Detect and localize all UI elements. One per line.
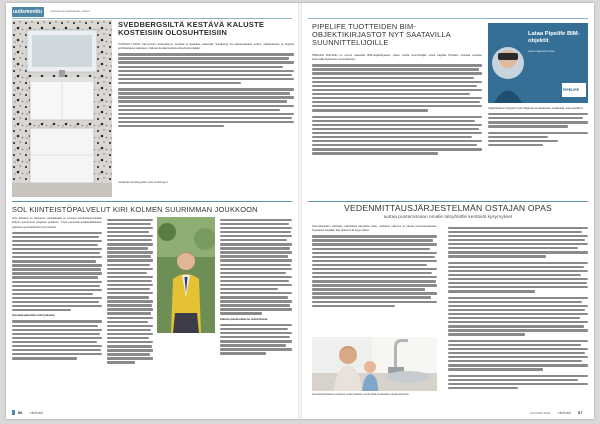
text-line [118,96,294,98]
text-line [448,286,588,288]
text-line [488,121,588,123]
magazine-spread [6,3,594,419]
mid-rule [12,201,292,202]
text-line [118,70,294,72]
text-line [220,340,292,342]
text-line [220,284,292,286]
article1-footer: Lisätietoja Svedbergsiltä: www.svedbergs.fi [118,181,168,184]
article2-title: PIPELIFE TUOTTEIDEN BIM-OBJEKTIKIRJASTOT NYT SAATAVILLA SUUNNITTELIJOILLE [312,22,451,47]
text-line [312,116,482,118]
text-line [312,268,437,270]
text-line [12,252,100,254]
text-line [12,264,102,266]
text-line [118,125,224,127]
text-line [12,353,102,355]
text-line [220,328,288,330]
text-line [220,239,287,241]
text-line [448,282,587,284]
text-line [312,301,437,303]
text-line [107,272,147,274]
article3-lead: SOL Palvelut on kasvanut voimakkaasti ja noussut kiinteistöpalvelualan kolmen suurimman yrityksen joukkoon. Yritys panostaa asiakaslähtöiseen palveluun ja henkilöstön hyvinvointiin. [12,217,102,229]
text-line [312,248,430,250]
text-line [312,296,431,298]
text-line [312,252,437,254]
text-line [107,325,153,327]
section-sublabel: ...vaihtelevat laadukkaat uutiset [48,9,90,13]
text-line [312,81,482,83]
text-line [12,232,102,234]
text-line [107,300,153,302]
text-line [312,144,477,146]
text-line [12,329,102,331]
article4-title: VEDENMITTAUSJÄRJESTELMÄN OSTAJAN OPAS [344,203,552,213]
text-line [448,301,582,303]
left-page-number: 86 [18,410,23,415]
article3-subhead1: Sonaatta palvelutie kohti palvelut [12,314,55,318]
text-line [448,305,588,307]
text-line [107,255,151,257]
text-line [220,259,292,261]
text-line [12,293,93,295]
text-line [12,285,100,287]
article3-title: SOL KIINTEISTÖPALVELUT KIRI KOLMEN SUURIMMAN JOUKKOON [12,205,258,214]
text-line [312,93,470,95]
text-line [220,247,290,249]
text-line [107,308,153,310]
text-line [312,288,425,290]
text-line [107,268,153,270]
text-line [448,368,543,370]
text-line [448,356,588,358]
text-line [488,117,583,119]
text-line [312,235,437,237]
text-line [107,361,135,363]
text-line [448,375,588,377]
text-line [107,235,153,237]
text-line [448,255,546,257]
text-line [448,270,588,272]
text-line [312,243,437,245]
text-line [220,272,286,274]
text-line [448,333,525,335]
text-line [107,280,152,282]
text-line [107,349,153,351]
text-line [118,66,283,68]
text-line [448,274,581,276]
text-line [107,337,149,339]
text-line [118,109,280,111]
text-line [220,336,290,338]
text-line [312,256,435,258]
text-line [312,276,437,278]
text-line [488,132,588,134]
text-line [220,344,286,346]
text-line [312,239,433,241]
text-line [312,284,437,286]
text-line [448,235,588,237]
text-line [220,219,292,221]
text-line [220,308,292,310]
text-line [12,260,96,262]
text-line [107,259,153,261]
section-label: uutismonttu [13,8,42,15]
article3-subhead2: Kattava palvelurakenne mahdollistaa [220,317,268,321]
text-line [312,140,482,142]
left-page [6,3,298,419]
text-line [12,349,101,351]
text-line [312,120,475,122]
text-line [448,290,535,292]
text-line [220,332,292,334]
text-line [448,297,588,299]
text-line [448,360,582,362]
text-line [12,333,100,335]
text-line [312,101,480,103]
text-line [118,82,241,84]
article3-col1 [12,217,102,407]
text-line [107,231,149,233]
text-line [12,240,102,242]
text-line [107,247,148,249]
left-footer-accent [12,410,15,415]
text-line [12,357,77,359]
text-line [312,89,482,91]
text-line [312,264,427,266]
article3-col2 [107,217,153,407]
text-line [488,140,558,142]
text-line [107,329,151,331]
text-line [118,88,294,90]
text-line [312,305,395,307]
text-line [488,113,588,115]
text-line [220,276,292,278]
text-line [12,309,71,311]
text-line [107,333,153,335]
text-line [107,296,149,298]
article1-lead: PUHTAAT LINJAT, harmoninen kokonaisuus, kestävä ja laadukas materiaali. Svedbergs tuo kalustesarjaan uuden, sileäpintaisen ja helposti puhdistettavan kalusteen. Kaluste kestää kosteita olosuhteita pitkään. [118,43,294,51]
article4-lead: Vesimittareiden valintaan vaikuttavat taloyhtiön koko, putkiston rakenne ja tulevat kunnostustarpeet. Oppaassa käydään läpi tärkeimmät kysymykset. [312,225,437,233]
text-line [448,231,582,233]
text-line [118,53,294,55]
right-issue-label: AUTUMN 2019 [530,411,551,415]
text-line [448,352,585,354]
text-line [448,329,588,331]
ad-title: Lataa Pipelife BIM-objektit [528,31,580,44]
text-line [312,132,482,134]
text-line [118,117,292,119]
text-line [220,312,262,314]
header-rule [12,18,292,19]
text-line [220,300,292,302]
text-line [488,125,568,127]
article2-body [312,54,482,196]
text-line [312,148,482,150]
article4-col2 [448,225,588,407]
text-line [220,251,292,253]
text-line [448,247,578,249]
article2-lead: PIPELIFE FINLAND on tuonut saataville BIM-objektikirjastot, joiden avulla suunnittelijat voivat käyttää Pipelifen tuotteita suoraan tietomallipohjaisessa suunnittelussa. [312,54,482,62]
text-line [107,341,153,343]
text-line [107,219,153,221]
text-line [12,236,99,238]
text-line [448,379,578,381]
text-line [312,72,482,74]
executive-portrait-photo [157,217,215,333]
text-line [12,276,98,278]
text-line [12,345,102,347]
text-line [220,296,288,298]
right-page [302,3,594,419]
text-line [448,317,580,319]
text-line [312,136,472,138]
text-line [220,292,292,294]
text-line [488,144,543,146]
text-line [220,231,291,233]
text-line [448,364,588,366]
text-line [220,304,290,306]
kitchen-faucet-photo [312,337,437,391]
article4-col1 [312,225,437,335]
text-line [118,92,290,94]
text-line [448,340,588,342]
text-line [220,268,292,270]
text-line [220,255,288,257]
pipelife-ad[interactable] [488,23,588,103]
text-line [12,301,99,303]
text-line [118,121,294,123]
text-line [220,280,289,282]
text-line [12,272,102,274]
text-line [12,320,102,322]
text-line [118,113,294,115]
text-line [12,244,98,246]
text-line [220,223,289,225]
text-line [118,61,294,63]
text-line [312,85,477,87]
text-line [107,251,153,253]
text-line [118,78,294,80]
text-line [107,243,153,245]
text-line [448,325,584,327]
article4-caption: Huoneistokohtainen laskutus vedenmittarien avulla lisää asukkaiden tasapuolisuutta. [312,393,410,396]
text-line [107,223,151,225]
left-page-label: kiinteistö [30,410,44,415]
text-line [107,321,148,323]
ad-url: www.magicad.com/en [528,49,556,53]
text-line [448,278,588,280]
text-line [118,74,292,76]
text-line [448,321,588,323]
text-line [312,109,428,111]
text-line [312,77,474,79]
text-line [312,280,436,282]
text-line [12,289,102,291]
text-line [448,243,588,245]
mid-rule [308,201,588,202]
text-line [107,227,153,229]
right-page-label: kiinteistö [558,410,572,415]
article2-right-text: Objektikirjastot löytyvät myös Magicad-sovelluksesta. Lisätietoja: www.pipelife.fi [488,107,583,110]
text-line [107,304,152,306]
text-line [107,357,153,359]
article1-body [118,43,294,175]
text-line [312,128,479,130]
text-line [220,243,292,245]
text-line [448,383,588,385]
text-line [448,251,588,253]
text-line [448,344,581,346]
text-line [448,348,588,350]
text-line [118,57,289,59]
text-line [312,64,482,66]
text-line [107,345,152,347]
text-line [220,324,292,326]
text-line [12,268,101,270]
text-line [12,297,102,299]
text-line [312,292,437,294]
text-line [448,313,588,315]
text-line [118,105,294,107]
text-line [107,239,152,241]
text-line [220,288,278,290]
text-line [107,284,153,286]
text-line [107,264,150,266]
text-line [220,235,292,237]
text-line [12,256,102,258]
pipelife-logo: PIPELIFE [563,88,579,92]
header-rule [308,18,588,19]
text-line [448,309,585,311]
article4-subtitle: auttaa puntaroimaan omalle taloyhtiölle kestävät kysymykset [383,215,513,220]
text-line [107,312,151,314]
text-line [107,292,153,294]
text-line [448,227,588,229]
text-line [12,305,102,307]
article3-col4 [220,217,292,407]
text-line [220,227,292,229]
right-page-number: 87 [578,410,583,415]
text-line [448,239,585,241]
article1-title: SVEDBERGSILTÄ KESTÄVÄ KALUSTE KOSTEISIIN OLOSUHTEISIIN [118,20,265,37]
text-line [448,266,584,268]
bathroom-cabinet-photo [12,20,112,197]
text-line [118,100,287,102]
text-line [312,97,482,99]
text-line [220,352,266,354]
text-line [107,353,150,355]
text-line [12,248,102,250]
text-line [107,317,153,319]
text-line [220,264,291,266]
text-line [312,105,482,107]
text-line [107,288,150,290]
text-line [12,341,97,343]
text-line [220,348,292,350]
text-line [312,272,432,274]
article2-right-col [488,107,588,193]
text-line [488,136,548,138]
text-line [12,325,98,327]
text-line [312,260,437,262]
text-line [107,276,153,278]
text-line [312,152,438,154]
text-line [448,387,518,389]
text-line [12,337,102,339]
text-line [312,68,479,70]
text-line [12,281,102,283]
text-line [312,124,482,126]
text-line [448,262,588,264]
